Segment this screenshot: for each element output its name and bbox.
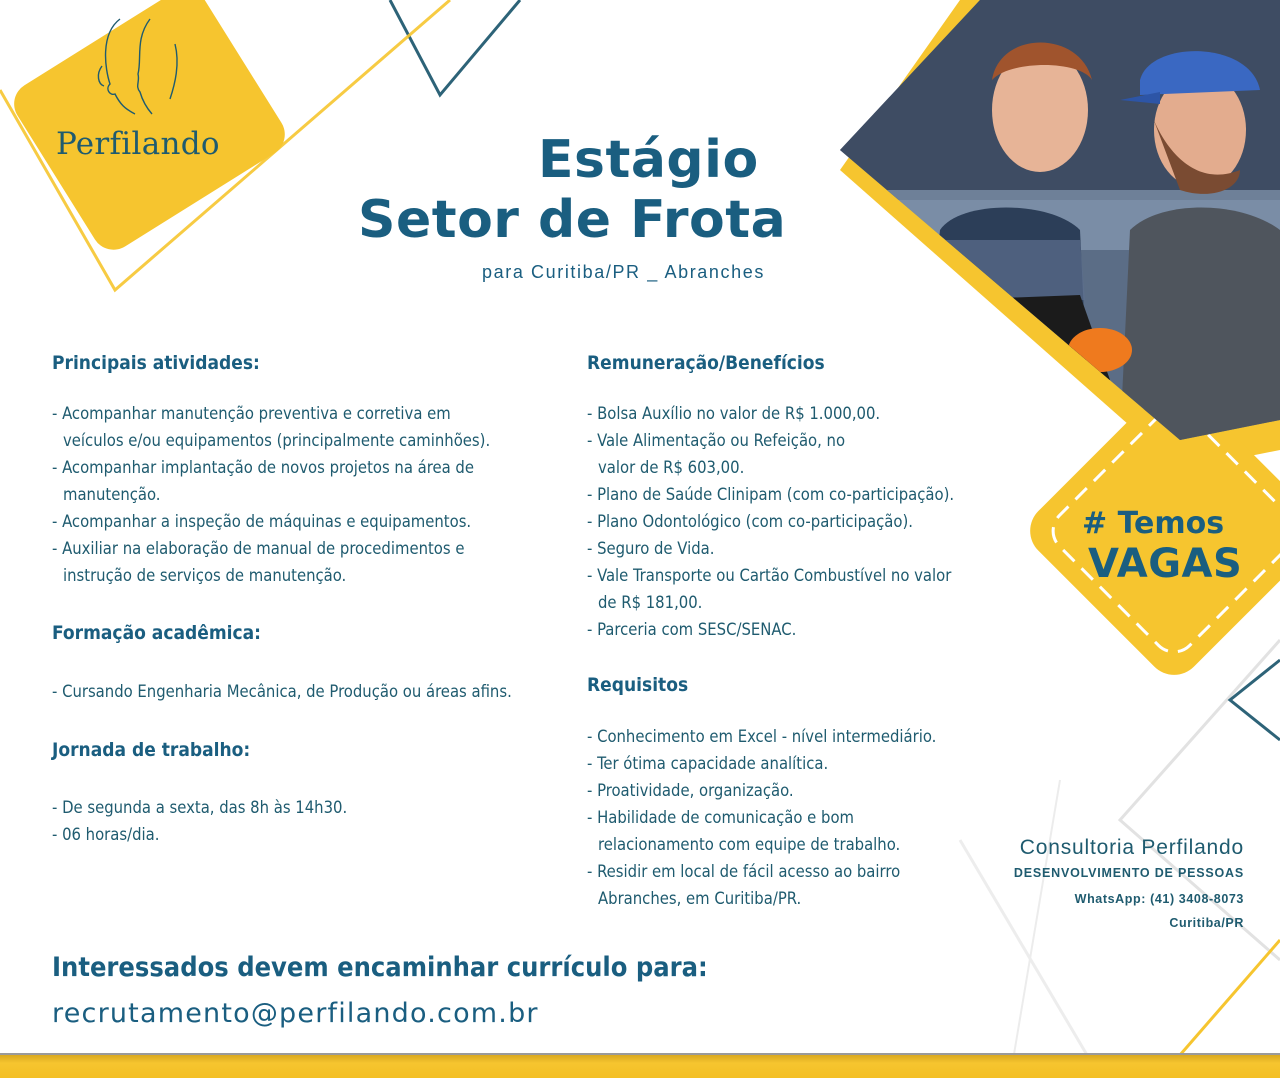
headline-subtitle: para Curitiba/PR _ Abranches bbox=[482, 262, 765, 282]
remuneracao-item bbox=[587, 427, 954, 481]
remuneracao-item bbox=[587, 616, 954, 643]
list-requisitos bbox=[587, 723, 936, 912]
remuneracao-item bbox=[587, 562, 954, 616]
list-remuneracao bbox=[587, 400, 954, 643]
company-city: Curitiba/PR bbox=[1169, 916, 1244, 930]
cta-email[interactable]: recrutamento@perfilando.com.br bbox=[52, 998, 539, 1029]
remuneracao-item bbox=[587, 508, 954, 535]
requisitos-item-line: - Residir em local de fácil acesso ao bairro bbox=[587, 862, 901, 881]
jornada-item-line: - De segunda a sexta, das 8h às 14h30. bbox=[52, 798, 348, 817]
remuneracao-item-line: valor de R$ 603,00. bbox=[598, 458, 745, 477]
formacao-item bbox=[52, 678, 512, 705]
remuneracao-item-line: - Plano Odontológico (com co-participação). bbox=[587, 512, 913, 531]
remuneracao-item-line: - Vale Transporte ou Cartão Combustível no valor bbox=[587, 566, 952, 585]
remuneracao-item-line: - Seguro de Vida. bbox=[587, 539, 715, 558]
requisitos-item bbox=[587, 777, 936, 804]
jornada-item-line: - 06 horas/dia. bbox=[52, 825, 160, 844]
section-title-requisitos: Requisitos bbox=[587, 674, 689, 696]
remuneracao-item bbox=[587, 481, 954, 508]
atividades-item bbox=[52, 454, 490, 508]
headline-line1: Estágio bbox=[538, 130, 759, 190]
jornada-item bbox=[52, 794, 347, 821]
formacao-item-line: - Cursando Engenharia Mecânica, de Produção ou áreas afins. bbox=[52, 682, 512, 701]
atividades-item-line: - Acompanhar implantação de novos projetos na área de bbox=[52, 458, 474, 477]
list-jornada bbox=[52, 794, 347, 848]
atividades-item bbox=[52, 508, 490, 535]
section-title-atividades: Principais atividades: bbox=[52, 352, 260, 374]
remuneracao-item-line: - Parceria com SESC/SENAC. bbox=[587, 620, 797, 639]
workers-photo bbox=[840, 0, 1280, 440]
section-title-formacao: Formação acadêmica: bbox=[52, 622, 261, 644]
remuneracao-item-line: - Plano de Saúde Clinipam (com co-participação). bbox=[587, 485, 955, 504]
atividades-item-line: - Acompanhar manutenção preventiva e corretiva em bbox=[52, 404, 451, 423]
requisitos-item-line: - Habilidade de comunicação e bom bbox=[587, 808, 854, 827]
requisitos-item bbox=[587, 723, 936, 750]
atividades-item-line: instrução de serviços de manutenção. bbox=[63, 566, 347, 585]
jornada-item bbox=[52, 821, 347, 848]
remuneracao-item bbox=[587, 400, 954, 427]
atividades-item-line: veículos e/ou equipamentos (principalmente caminhões). bbox=[63, 431, 491, 450]
company-phone: WhatsApp: (41) 3408-8073 bbox=[1074, 892, 1244, 906]
atividades-item-line: - Acompanhar a inspeção de máquinas e equipamentos. bbox=[52, 512, 472, 531]
remuneracao-item bbox=[587, 535, 954, 562]
atividades-item-line: manutenção. bbox=[63, 485, 161, 504]
requisitos-item bbox=[587, 804, 936, 858]
section-title-jornada: Jornada de trabalho: bbox=[52, 739, 251, 761]
cta-text: Interessados devem encaminhar currículo para: bbox=[52, 952, 708, 983]
section-title-remuneracao: Remuneração/Benefícios bbox=[587, 352, 825, 374]
badge-vagas: VAGAS bbox=[1088, 541, 1243, 587]
brand-logo-text: Perfilando bbox=[56, 126, 220, 162]
bottom-bar bbox=[0, 1055, 1280, 1078]
badge-temos: # Temos bbox=[1082, 506, 1225, 541]
company-name: Consultoria Perfilando bbox=[1019, 836, 1244, 859]
atividades-item bbox=[52, 535, 490, 589]
requisitos-item-line: - Conhecimento em Excel - nível intermediário. bbox=[587, 727, 937, 746]
requisitos-item-line: - Proatividade, organização. bbox=[587, 781, 794, 800]
requisitos-item bbox=[587, 750, 936, 777]
requisitos-item-line: Abranches, em Curitiba/PR. bbox=[598, 889, 802, 908]
requisitos-item bbox=[587, 858, 936, 912]
remuneracao-item-line: de R$ 181,00. bbox=[598, 593, 703, 612]
list-atividades bbox=[52, 400, 490, 589]
atividades-item-line: - Auxiliar na elaboração de manual de procedimentos e bbox=[52, 539, 465, 558]
atividades-item bbox=[52, 400, 490, 454]
remuneracao-item-line: - Vale Alimentação ou Refeição, no bbox=[587, 431, 846, 450]
headline-line2: Setor de Frota bbox=[358, 190, 787, 250]
remuneracao-item-line: - Bolsa Auxílio no valor de R$ 1.000,00. bbox=[587, 404, 881, 423]
logo-face-icon bbox=[80, 14, 200, 124]
requisitos-item-line: relacionamento com equipe de trabalho. bbox=[598, 835, 901, 854]
list-formacao bbox=[52, 678, 512, 705]
company-tagline: DESENVOLVIMENTO DE PESSOAS bbox=[1013, 866, 1244, 880]
requisitos-item-line: - Ter ótima capacidade analítica. bbox=[587, 754, 829, 773]
